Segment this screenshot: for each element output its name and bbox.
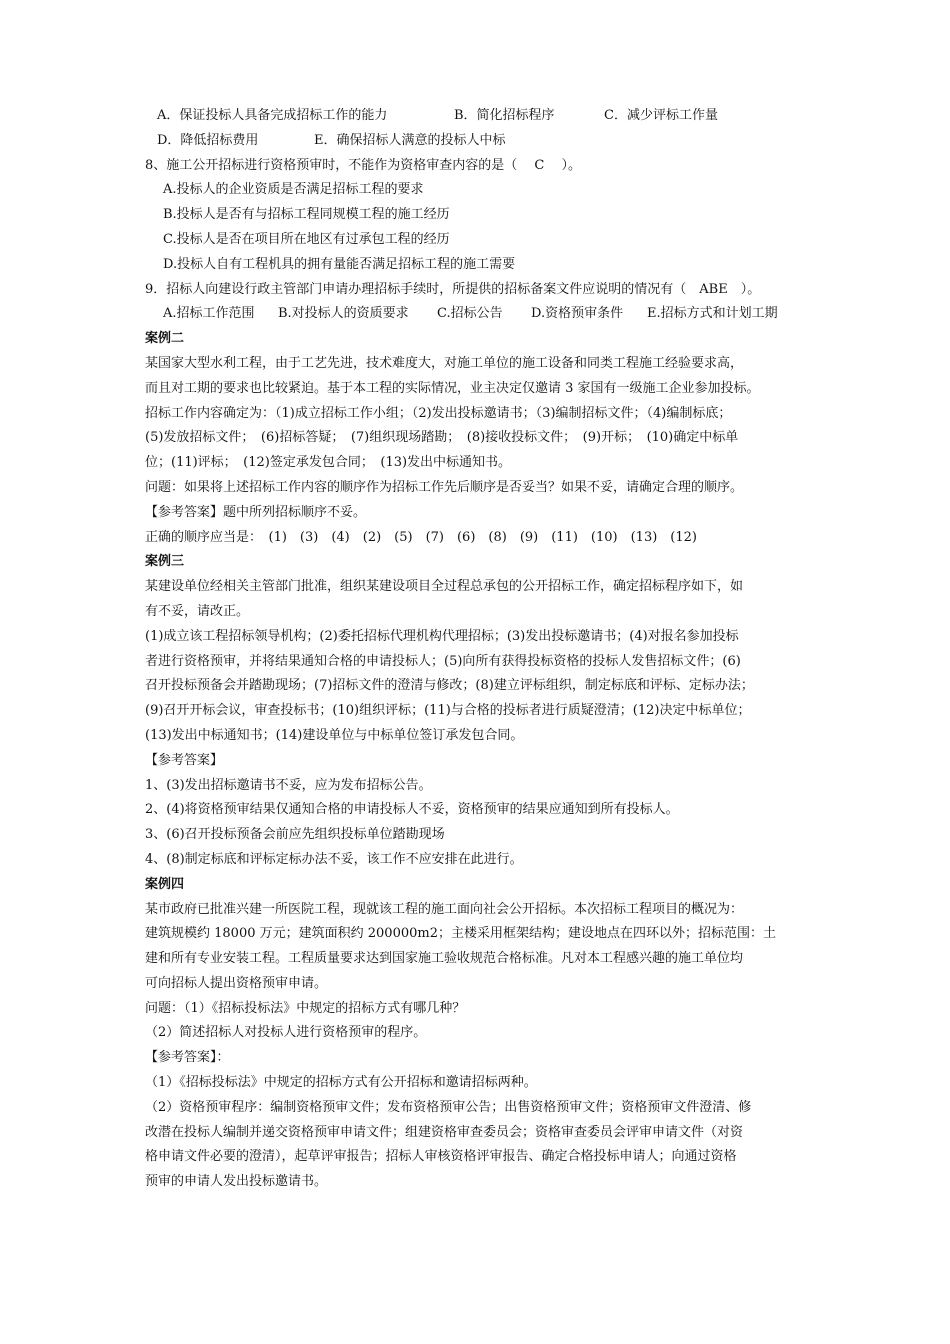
- case2-line: 某国家大型水利工程，由于工艺先进，技术难度大，对施工单位的施工设备和同类工程施工经验要求高，: [145, 355, 744, 371]
- case3-answer-item: 1、(3)发出招标邀请书不妥，应为发布招标公告。: [145, 777, 432, 793]
- case2-line: 而且对工期的要求也比较紧迫。基于本工程的实际情况，业主决定仅邀请 3 家国有一级施工企业参加投标。: [145, 380, 760, 396]
- document-body: [145, 104, 813, 1195]
- case2-title: 案例二: [145, 331, 185, 347]
- q9-option-b: B.对投标人的资质要求: [278, 306, 409, 322]
- q9-question: 9．招标人向建设行政主管部门申请办理招标手续时，所提供的招标备案文件应说明的情况有（ ABE ）。: [145, 281, 761, 297]
- q9-option-d: D.资格预审条件: [531, 306, 624, 322]
- case4-line: 建筑规模约 18000 万元；建筑面积约 200000m2；主楼采用框架结构；建设地点在四环以外；招标范围：土: [145, 926, 776, 942]
- case4-answer-2: （2）资格预审程序：编制资格预审文件；发布资格预审公告；出售资格预审文件；资格预审文件澄清、修: [145, 1099, 752, 1115]
- q9-option-c: C.招标公告: [437, 306, 503, 322]
- case4-answer-1: （1）《招标投标法》中规定的招标方式有公开招标和邀请招标两种。: [145, 1075, 537, 1091]
- case4-answer-2-cont: 格申请文件必要的澄清），起草评审报告；招标人审核资格评审报告、确定合格投标申请人；向通过资格: [145, 1149, 737, 1165]
- case3-answer-heading: 【参考答案】: [145, 752, 224, 768]
- case3-answer-item: 4、(8)制定标底和评标定标办法不妥，该工作不应安排在此进行。: [145, 851, 523, 867]
- case2-line: 招标工作内容确定为：（1)成立招标工作小组；（2)发出投标邀请书；（3)编制招标文件；（4)编制标底；: [145, 405, 732, 421]
- case2-question: 问题：如果将上述招标工作内容的顺序作为招标工作先后顺序是否妥当？如果不妥，请确定合理的顺序。: [145, 479, 744, 495]
- q7-options-row-2: [145, 129, 813, 154]
- q8-option-b: B.投标人是否有与招标工程同规模工程的施工经历: [163, 207, 450, 223]
- case4-line: 建和所有专业安装工程。工程质量要求达到国家施工验收规范合格标准。凡对本工程感兴趣的施工单位均: [145, 951, 744, 967]
- case3-answer-item: 3、(6)召开投标预备会前应先组织投标单位踏勘现场: [145, 827, 445, 843]
- q7-option-a: A．保证投标人具备完成招标工作的能力: [157, 108, 388, 123]
- q9-options: [145, 302, 813, 327]
- case4-question-2: （2）简述招标人对投标人进行资格预审的程序。: [145, 1025, 427, 1041]
- case4-answer-2-cont: 改潜在投标人编制并递交资格预审申请文件；组建资格审查委员会；资格审查委员会评审申请文件（对资: [145, 1124, 744, 1140]
- case3-line: 有不妥，请改正。: [145, 603, 250, 619]
- case4-title: 案例四: [145, 876, 185, 892]
- q8-option-a: A.投标人的企业资质是否满足招标工程的要求: [163, 182, 424, 198]
- q8-option-d: D.投标人自有工程机具的拥有量能否满足招标工程的施工需要: [163, 256, 516, 272]
- case3-line: (13)发出中标通知书；(14)建设单位与中标单位签订承发包合同。: [145, 727, 524, 743]
- q9-option-e: E.招标方式和计划工期: [647, 306, 778, 322]
- case4-line: 可向招标人提出资格预审申请。: [145, 975, 328, 991]
- case4-answer-2-cont: 预审的申请人发出投标邀请书。: [145, 1174, 328, 1190]
- q7-options-row-1: [145, 104, 813, 129]
- case3-line: (9)召开开标会议，审查投标书；(10)组织评标；(11)与合格的投标者进行质疑澄清；(12)决定中标单位；: [145, 703, 751, 719]
- case3-line: 召开投标预备会并踏勘现场；(7)招标文件的澄清与修改；(8)建立评标组织，制定标底和评标、定标办法；: [145, 678, 754, 694]
- case2-line: (5)发放招标文件； (6)招标答疑； (7)组织现场踏勘； (8)接收投标文件； (9)开标； (10)确定中标单: [145, 430, 739, 446]
- case4-line: 某市政府已批准兴建一所医院工程，现就该工程的施工面向社会公开招标。本次招标工程项目的概况为：: [145, 901, 744, 917]
- q8-question: 8、施工公开招标进行资格预审时，不能作为资格审查内容的是（ C ）。: [145, 157, 581, 173]
- case3-line: (1)成立该工程招标领导机构；(2)委托招标代理机构代理招标；(3)发出投标邀请书；(4)对报名参加投标: [145, 628, 739, 644]
- q7-option-c: C．减少评标工作量: [604, 108, 718, 123]
- case3-title: 案例三: [145, 554, 185, 570]
- case2-line: 位；(11)评标； (12)签定承发包合同； (13)发出中标通知书。: [145, 455, 512, 471]
- q8-option-c: C.投标人是否在项目所在地区有过承包工程的经历: [163, 231, 450, 247]
- case4-question-1: 问题：（1）《招标投标法》中规定的招标方式有哪几种？: [145, 1000, 466, 1016]
- case2-correct-order: 正确的顺序应当是： (1) (3) (4) (2) (5) (7) (6) (8) (9) (11) (10) (13) (12): [145, 529, 697, 545]
- q7-option-b: B．简化招标程序: [454, 108, 555, 123]
- case3-line: 某建设单位经相关主管部门批准，组织某建设项目全过程总承包的公开招标工作，确定招标程序如下，如: [145, 579, 744, 595]
- case3-answer-item: 2、(4)将资格预审结果仅通知合格的申请投标人不妥，资格预审的结果应通知到所有投标人。: [145, 802, 679, 818]
- case4-answer-heading: 【参考答案】：: [145, 1050, 230, 1066]
- q9-option-a: A.招标工作范围: [163, 306, 255, 322]
- case3-line: 者进行资格预审，并将结果通知合格的申请投标人；(5)向所有获得投标资格的投标人发售招标文件；(6): [145, 653, 741, 669]
- case2-answer: 【参考答案】题中所列招标顺序不妥。: [145, 504, 367, 520]
- q7-option-e: E．确保招标人满意的投标人中标: [314, 132, 506, 148]
- q7-option-d: D．降低招标费用: [157, 132, 259, 148]
